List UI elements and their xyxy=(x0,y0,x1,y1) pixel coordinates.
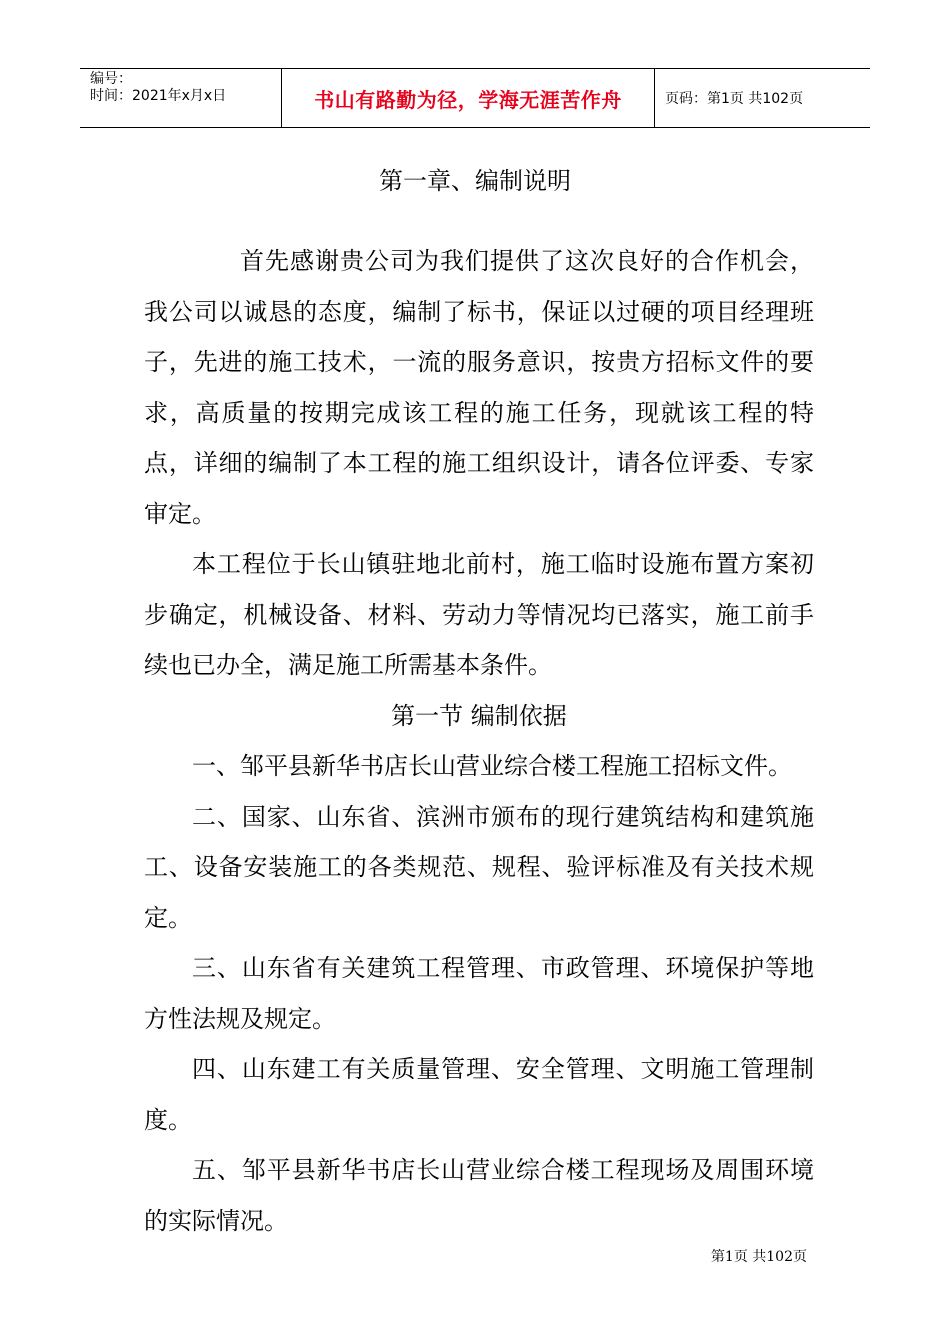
basis-item: 四、山东建工有关质量管理、安全管理、文明施工管理制度。 xyxy=(144,1055,814,1134)
document-date-label: 时间：2021年x月x日 xyxy=(90,88,227,104)
header-meta xyxy=(80,69,282,127)
document-body xyxy=(144,236,814,1246)
footer-page-number: 第1页 共102页 xyxy=(710,1249,807,1265)
basis-item: 三、山东省有关建筑工程管理、市政管理、环境保护等地方性法规及规定。 xyxy=(144,954,814,1033)
section-title: 第一节 编制依据 xyxy=(391,701,567,730)
basis-item: 五、邹平县新华书店长山营业综合楼工程现场及周围环境的实际情况。 xyxy=(144,1156,814,1235)
header-page-info xyxy=(655,69,870,127)
motto-text: 书山有路勤为径，学海无涯苦作舟 xyxy=(314,87,622,112)
header-page-label: 页码：第1页 共102页 xyxy=(665,91,804,107)
intro-paragraph: 首先感谢贵公司为我们提供了这次良好的合作机会，我公司以诚恳的态度，编制了标书，保证以过硬的项目经理班子，先进的施工技术，一流的服务意识，按贵方招标文件的要求，高质量的按期完成该工程的施工任务，现就该工程的特点，详细的编制了本工程的施工组织设计，请各位评委、专家审定。 xyxy=(144,247,814,528)
basis-item: 一、邹平县新华书店长山营业综合楼工程施工招标文件。 xyxy=(192,752,792,780)
document-header xyxy=(80,68,870,128)
project-location-paragraph: 本工程位于长山镇驻地北前村，施工临时设施布置方案初步确定，机械设备、材料、劳动力等情况均已落实，施工前手续也已办全，满足施工所需基本条件。 xyxy=(144,550,814,679)
header-motto xyxy=(282,69,655,127)
document-number-label: 编号： xyxy=(90,71,132,87)
chapter-title: 第一章、编制说明 xyxy=(379,167,571,195)
basis-item: 二、国家、山东省、滨洲市颁布的现行建筑结构和建筑施工、设备安装施工的各类规范、规程、验评标准及有关技术规定。 xyxy=(144,802,814,932)
page-footer xyxy=(0,1246,807,1266)
